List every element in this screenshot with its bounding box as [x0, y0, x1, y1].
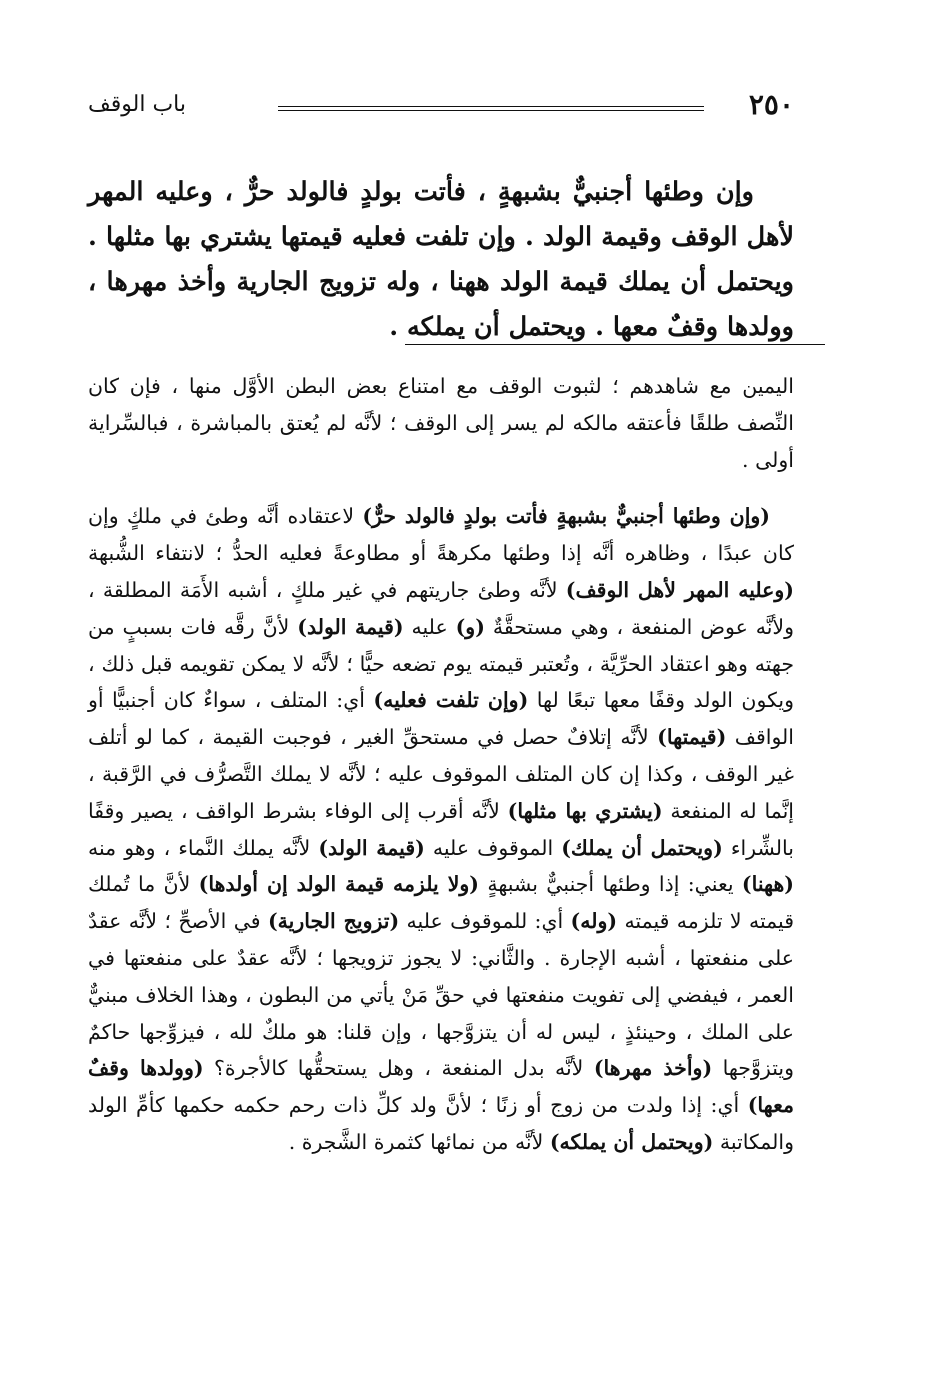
commentary-segment: يعني: إذا وطئها أجنبيٌّ بشبهةٍ — [479, 872, 742, 897]
commentary-segment: في الأصحِّ ؛ لأنَّه عقدٌ على منفعتها ، أشبه الإجارة . والثَّاني: لا يجوز تزويجها ؛ لأنَّه عقدٌ على منفعتها في العمر ، فيفضي إلى تفويت منفعتها في حقِّ مَنْ يأتي من البطون ، وهذا الخلاف مبنيٌّ على الملك ، وحينئذٍ ، ليس له أن يتزوَّجها ، وإن قلنا: هو ملكٌ لله ، فيزوِّجها حاكمٌ ويتزوَّجها — [88, 909, 794, 1081]
commentary-segment: عليه — [403, 614, 456, 639]
chapter-title: باب الوقف — [88, 92, 187, 117]
commentary-segment: أي: المتلف ، سواءٌ كان أجنبيًّا أو الواقف — [88, 688, 794, 750]
commentary-segment: لأنَّ رقَّه فات بسببٍ من جهته وهو اعتقاد الحرِّيَّة ، وتُعتبر قيمته يوم تضعه حيًّا ؛ لأنَّه لا يمكن تقويمه قبل ذلك ، ويكون الولد وقفًا معها تبعًا لها — [88, 614, 795, 713]
quoted-matn-segment: (يشتري بها مثلها) — [507, 798, 663, 823]
quoted-matn-segment: (ويحتمل أن يملكه) — [549, 1129, 714, 1154]
quoted-matn-segment: (وإن تلفت فعليه) — [373, 688, 529, 713]
quoted-matn-segment: (تزويج الجارية) — [267, 909, 400, 934]
quoted-matn-segment: (ويحتمل أن يملك) — [561, 835, 723, 860]
quoted-matn-segment: (قيمة الولد) — [318, 835, 425, 860]
footnote-separator — [405, 344, 825, 345]
commentary-segment: لأنَّه أقرب إلى الوفاء بشرط الواقف ، يصير وقفًا بالشِّراء — [88, 798, 794, 860]
header-rule — [278, 106, 704, 111]
commentary-segment: لأنَّه وطئ جاريتهم في غير ملكٍ ، أشبه الأَمَة المطلقة ، ولأنَّه عوض المنفعة ، وهي مستحقَّةٌ — [88, 577, 795, 639]
commentary-segment: أي: إذا ولدت من زوج أو زنًا ؛ لأنَّ ولد كلِّ ذات رحم حكمه حكمها كأمِّ الولد والمكاتبة — [88, 1093, 794, 1154]
quoted-matn-segment: (ههنا) — [741, 872, 794, 897]
commentary-segment: لأنَّه إتلافٌ حصل في مستحقِّ الغير ، فوجبت القيمة ، كما لو أتلف غير الوقف ، وكذا إن كان المتلف الموقوف عليه ؛ لأنَّه لا يملك التَّصرُّف في الرَّقبة ، إنَّما له المنفعة — [88, 725, 794, 823]
commentary — [88, 368, 794, 1161]
commentary-segment: لأنَّه من نمائها كثمرة الشَّجرة . — [288, 1129, 550, 1154]
commentary-segment: الموقوف عليه — [424, 835, 562, 860]
page-header — [88, 88, 794, 124]
quoted-matn-segment: (ولا يلزمه قيمة الولد إن أولدها) — [198, 872, 479, 897]
commentary-segment: لأنَّه بدل المنفعة ، وهل يستحقُّها كالأجرة؟ — [203, 1056, 594, 1081]
commentary-paragraph-1: اليمين مع شاهدهم ؛ لثبوت الوقف مع امتناع بعض البطن الأوَّل منها ، فإن كان النِّصف طلقًا فأعتقه مالكه لم يسر إلى الوقف ؛ لأنَّه لم يُعتق بالمباشرة ، فبالسِّراية أولى . — [88, 374, 794, 472]
quoted-matn-segment: (قيمة الولد) — [297, 614, 404, 639]
commentary-segment: لاعتقاده أنَّه وطئ في ملكٍ وإن كان عبدًا ، وظاهره أنَّه إذا وطئها مكرهةً أو مطاوعةً فعليه الحدُّ ؛ لانتفاء الشُّبهة — [88, 504, 794, 566]
commentary-segment: أي: للموقوف عليه — [399, 909, 571, 934]
quoted-matn-segment: (وله) — [570, 909, 618, 934]
commentary-paragraph-2 — [88, 498, 794, 1160]
quoted-matn-segment: (قيمتها) — [657, 725, 727, 750]
main-text — [88, 170, 794, 350]
quoted-matn-segment: (وولدها وقفٌ معها) — [88, 1056, 794, 1118]
quoted-matn-segment: (وإن وطئها أجنبيٌّ بشبهةٍ فأتت بولدٍ فالولد حرٌّ) — [362, 504, 771, 529]
commentary-segment: لأنَّه يملك النَّماء ، وهو منه — [88, 835, 319, 860]
page-number: ٢٥٠ — [748, 88, 794, 121]
quoted-matn-segment: (وأخذ مهرها) — [593, 1056, 713, 1081]
quoted-matn-segment: (و) — [455, 614, 485, 639]
quoted-matn-segment: (وعليه المهر لأهل الوقف) — [565, 577, 794, 602]
commentary-segment: لأنَّ ما تُملك قيمته لا تلزمه قيمته — [88, 872, 794, 934]
main-text-paragraph: وإن وطئها أجنبيٌّ بشبهةٍ ، فأتت بولدٍ فالولد حرٌّ ، وعليه المهر لأهل الوقف وقيمة الولد . وإن تلفت فعليه قيمتها يشتري بها مثلها . ويحتمل أن يملك قيمة الولد ههنا ، وله تزويج الجارية وأخذ مهرها ، وولدها وقفٌ معها . ويحتمل أن يملكه . — [88, 177, 794, 342]
